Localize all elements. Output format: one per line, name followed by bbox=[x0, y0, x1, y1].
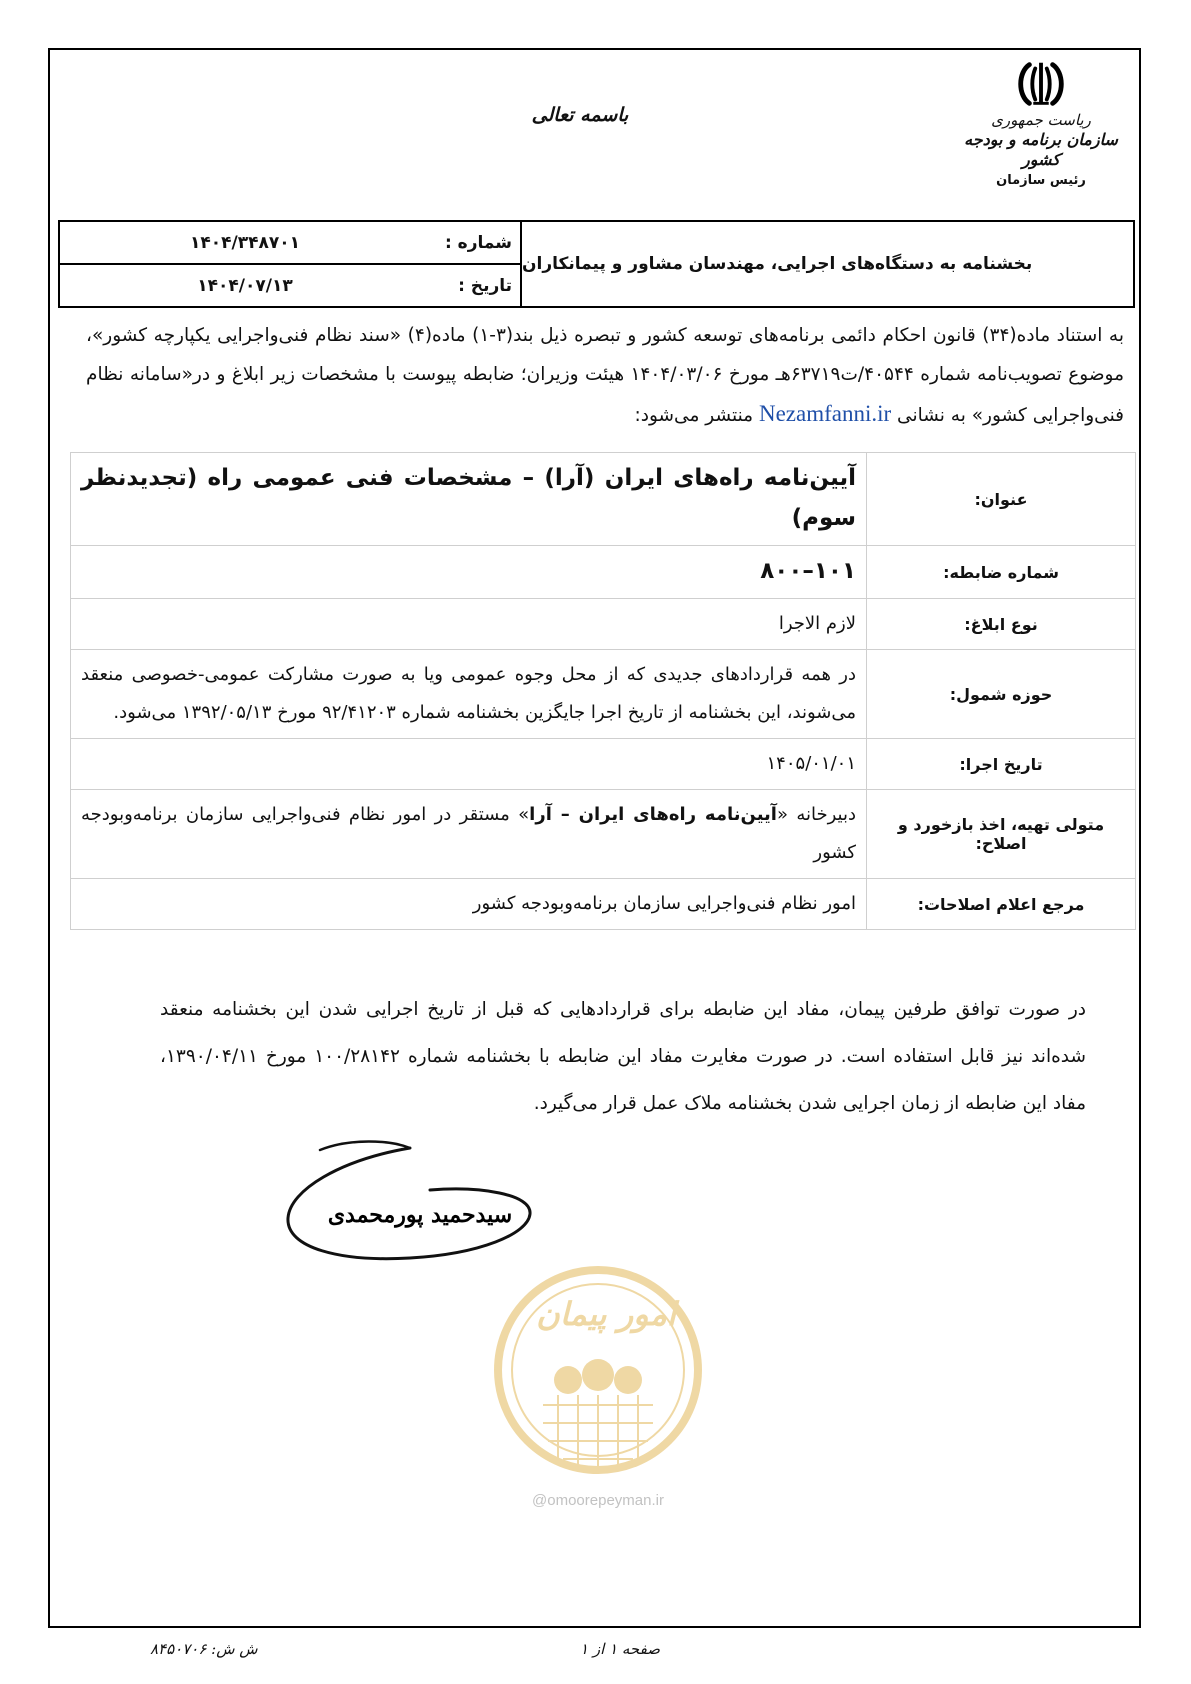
value-bold: آیین‌نامه راه‌های ایران – آرا bbox=[529, 804, 777, 825]
table-row bbox=[71, 599, 1136, 650]
table-row bbox=[71, 879, 1136, 930]
row-value: امور نظام فنی‌واجرایی سازمان برنامه‌وبودجه کشور bbox=[71, 879, 867, 930]
table-row bbox=[71, 650, 1136, 739]
page-number: صفحه ۱ از ۱ bbox=[580, 1640, 660, 1658]
row-label: نوع ابلاغ: bbox=[867, 599, 1136, 650]
site-link[interactable]: Nezamfanni.ir bbox=[758, 401, 892, 426]
row-value: در همه قراردادهای جدیدی که از محل وجوه عمومی ویا به صورت مشارکت عمومی-خصوصی منعقد می‌شوند، این بخشنامه از تاریخ اجرا جایگزین بخشنامه شماره ۹۲/۴۱۲۰۳ مورخ ۱۳۹۲/۰۵/۱۳ می‌شود. bbox=[71, 650, 867, 739]
table-row bbox=[71, 546, 1136, 599]
org-presidency: ریاست جمهوری bbox=[991, 111, 1091, 129]
number-label: شماره : bbox=[444, 232, 512, 253]
org-name: سازمان برنامه و بودجه کشور bbox=[964, 130, 1118, 169]
letterhead bbox=[961, 58, 1121, 192]
org-office: رئیس سازمان bbox=[996, 173, 1086, 188]
table-row bbox=[71, 453, 1136, 546]
number-date-cells bbox=[60, 222, 522, 306]
number-row bbox=[60, 222, 520, 263]
row-label: متولی تهیه، اخذ بازخورد و اصلاح: bbox=[867, 790, 1136, 879]
table-row bbox=[71, 739, 1136, 790]
row-label: عنوان: bbox=[867, 453, 1136, 546]
row-value: لازم الاجرا bbox=[71, 599, 867, 650]
signature bbox=[280, 1130, 540, 1270]
intro-text: به استناد ماده(۳۴) قانون احکام دائمی برنامه‌های توسعه کشور و تبصره ذیل بند(۳-۱) ماده(۴) «سند نظام فنی‌واجرایی یکپارچه کشور»، موضوع تصویب‌نامه شماره ۴۰۵۴۴/ت۶۳۷۱۹هـ مورخ ۱۴۰۴/۰۳/۰۶ هیئت وزیران؛ ضابطه پیوست با مشخصات زیر ابلاغ و در«سامانه نظام فنی‌واجرایی کشور» به نشانی bbox=[86, 325, 1125, 426]
bismillah: باسمه تعالی bbox=[531, 104, 629, 126]
document-code: ش ش: ۸۴۵۰۷۰۶ bbox=[150, 1640, 258, 1658]
intro-paragraph bbox=[86, 316, 1124, 435]
letter-meta-box bbox=[58, 220, 1135, 308]
number-value: ۱۴۰۴/۳۴۸۷۰۱ bbox=[190, 232, 300, 253]
seal-watermark-icon bbox=[488, 1255, 708, 1485]
recipients: بخشنامه به دستگاه‌های اجرایی، مهندسان مشاور و پیمانکاران bbox=[522, 254, 1033, 274]
iran-emblem-icon bbox=[1012, 58, 1070, 110]
date-value: ۱۴۰۴/۰۷/۱۳ bbox=[197, 275, 293, 296]
signature-name: سیدحمید پورمحمدی bbox=[327, 1202, 513, 1228]
row-label: حوزه شمول: bbox=[867, 650, 1136, 739]
row-value: ۱۴۰۵/۰۱/۰۱ bbox=[71, 739, 867, 790]
table-row bbox=[71, 790, 1136, 879]
standard-code: ۱۰۱–۸۰۰ bbox=[760, 558, 856, 584]
watermark-caption: @omoorepeyman.ir bbox=[532, 1492, 664, 1509]
row-label: شماره ضابطه: bbox=[867, 546, 1136, 599]
row-value bbox=[71, 453, 867, 546]
row-value bbox=[71, 546, 867, 599]
row-label: تاریخ اجرا: bbox=[867, 739, 1136, 790]
row-value bbox=[71, 790, 867, 879]
standard-title: آیین‌نامه راه‌های ایران (آرا) – مشخصات فنی عمومی راه (تجدیدنظر سوم) bbox=[81, 465, 856, 531]
row-label: مرجع اعلام اصلاحات: bbox=[867, 879, 1136, 930]
date-row bbox=[60, 263, 520, 306]
value-pre: دبیرخانه « bbox=[776, 804, 856, 825]
closing-paragraph: در صورت توافق طرفین پیمان، مفاد این ضابطه برای قراردادهایی که قبل از تاریخ اجرایی شدن این بخشنامه منعقد شده‌اند نیز قابل استفاده است. در صورت مغایرت مفاد این ضابطه با بخشنامه شماره ۱۰۰/۲۸۱۴۲ مورخ ۱۳۹۰/۰۴/۱۱، مفاد این ضابطه از زمان اجرایی شدن بخشنامه ملاک عمل قرار می‌گیرد. bbox=[160, 999, 1086, 1114]
standard-info-table bbox=[70, 452, 1136, 930]
intro-text-end: منتشر می‌شود: bbox=[634, 405, 754, 426]
seal-text: امور پیمان bbox=[536, 1295, 676, 1333]
date-label: تاریخ : bbox=[458, 275, 512, 296]
value-post: » مستقر در امور نظام فنی‌واجرایی سازمان برنامه‌وبودجه کشور bbox=[81, 804, 856, 863]
